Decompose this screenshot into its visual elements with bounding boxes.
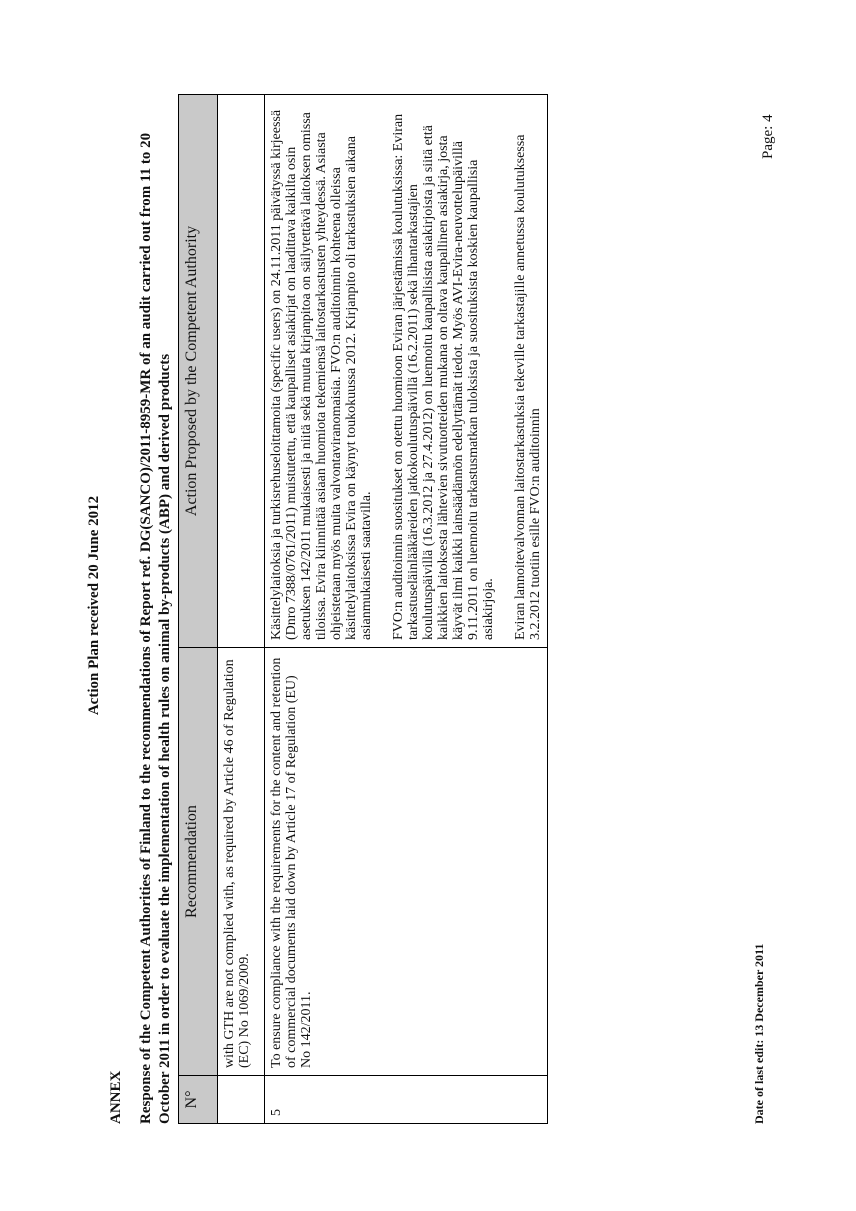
recommendations-table bbox=[178, 94, 548, 1124]
action-paragraph: FVO:n auditoinnin suositukset on otettu huomioon Eviran järjestämissä koulutuksissa: Eviran tarkastuseläinlääkäreiden jatkokoulutuspäivillä (16.2.2011) sekä lihantarkastajien koulutuspäivillä (16.3.2012 ja 27.4.2012) on luennoitu kaupallisista asiakirjoista ja siitä että kaikkien laitoksesta lähtevien sivutuotteiden mukana on oltava kaupallinen asiakirja, josta käyvät ilmi kaikki lainsäädännön edellyttämät tiedot. Myös AVI-Evira-neuvottelupäivillä 9.11.2011 on luennoitu tarkastusmatkan tuloksista ja suosituksista koskien kaupallisia asiakirjoja. bbox=[391, 113, 496, 640]
annex-label: ANNEX bbox=[108, 1070, 124, 1124]
table-header-row bbox=[179, 95, 218, 1124]
row-number bbox=[218, 1076, 265, 1124]
table-row bbox=[218, 95, 265, 1124]
column-header-number: N° bbox=[179, 1076, 218, 1124]
action-paragraph: Käsittelylaitoksia ja turkisrehuseloittamoita (specific users) on 24.11.2011 päivätyssä kirjeessä (Dnro 7388/0761/2011) muistutettu, että kaupalliset asiakirjat on laadittava kaikilta osin asetuksen 142/2011 mukaisesti ja niitä sekä muuta kirjanpitoa on säilytettävä laitoksen omissa tiloissa. Evira kiinnittää asiaan huomiota tekemiensä laitostarkastusten yhteydessä. Asiasta ohjeistetaan myös muita valvontaviranomaisia. FVO:n auditoinnin kohteena olleissa käsittelylaitoksissa Evira on käynyt toukokuussa 2012. Kirjanpito oli tarkastuksien aikana asianmukaisesti saatavilla. bbox=[269, 109, 374, 640]
page-number: Page: 4 bbox=[760, 114, 776, 159]
row-number: 5 bbox=[265, 1076, 548, 1124]
row-recommendation: with GTH are not complied with, as required by Article 46 of Regulation (EC) No 1069/2009. bbox=[218, 648, 265, 1076]
page-heading: Response of the Competent Authorities of Finland to the recommendations of Report ref. DG(SANCO)/2011-8959-MR of an audit carried out from 11 to 20 October 2011 in order to evaluate the implementation of health rules on animal by-products (ABP) and derived products bbox=[138, 132, 173, 1124]
action-plan-title: Action Plan received 20 June 2012 bbox=[86, 495, 102, 716]
last-edit-date: Date of last edit: 13 December 2011 bbox=[752, 943, 766, 1124]
action-paragraph: Eviran lannoitevalvonnan laitostarkastuksia tekeville tarkastajille annetussa koulutuksessa 3.2.2012 tuotiin esille FVO:n auditoinnin bbox=[513, 134, 543, 640]
row-action bbox=[218, 95, 265, 648]
column-header-action: Action Proposed by the Competent Authority bbox=[179, 95, 218, 648]
row-recommendation: To ensure compliance with the requirements for the content and retention of commercial documents laid down by Article 17 of Regulation (EU) No 142/2011. bbox=[265, 648, 548, 1076]
table-row bbox=[265, 95, 548, 1124]
row-action bbox=[265, 95, 548, 648]
column-header-recommendation: Recommendation bbox=[179, 648, 218, 1076]
